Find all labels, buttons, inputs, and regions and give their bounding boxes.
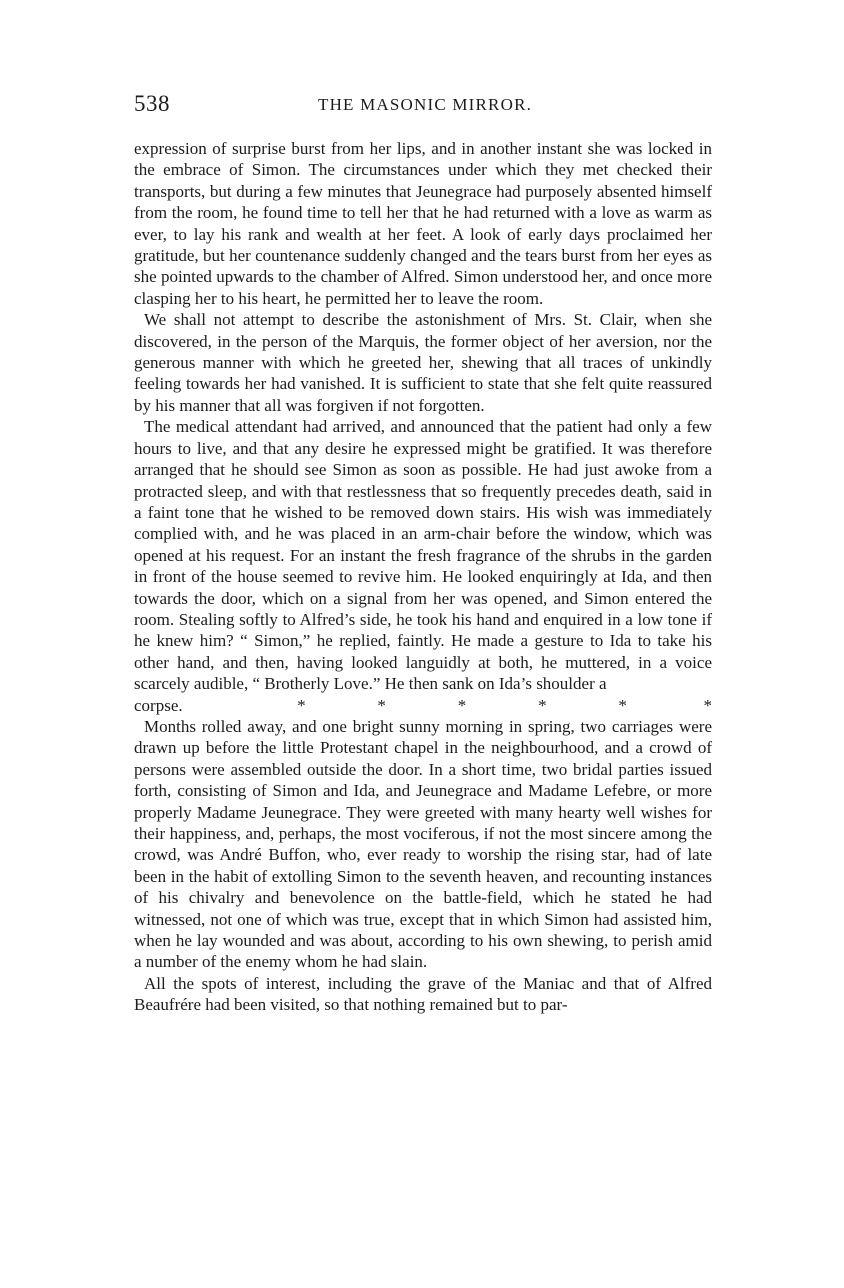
paragraph-medical-attendant: The medical attendant had arrived, and announced that the patient had only a few hours to live, and that any desire he expressed might be gratified. It was therefore arranged that he should see Simon as soon as possible. He had just awoke from a protracted sleep, and with that restlessness that so frequently precedes death, said in a faint tone that he wished to be removed down stairs. His wish was immediately complied with, and he was placed in an arm-chair before the window, which was opened at his request. For an instant the fresh fragrance of the shrubs in the garden in front of the house seemed to revive him. He looked enquiringly at Ida, and then towards the door, which on a signal from her was opened, and Simon entered the room. Stealing softly to Alfred’s side, he took his hand and enquired in a low tone if he knew him? “ Simon,” he replied, faintly. He made a gesture to Ida to take his other hand, and then, having looked languidly at both, he muttered, in a voice scarcely audible, “ Brotherly Love.” He then sank on Ida’s shoulder a bbox=[134, 417, 712, 694]
asterism: * bbox=[457, 695, 467, 715]
paragraph-mrs-st-clair: We shall not attempt to describe the astonishment of Mrs. St. Clair, when she discovered, in the person of the Marquis, the former object of her aversion, nor the generous manner with which he greeted her, shewing that all traces of unkindly feeling towards her had vanished. It is sufficient to state that she felt quite reassured by his manner that all was forgiven if not forgotten. bbox=[134, 310, 712, 415]
paragraph-spots-of-interest: All the spots of interest, including the grave of the Maniac and that of Alfred Beaufrére had been visited, so that nothing remained but to par- bbox=[134, 973, 712, 1015]
asterism: * bbox=[297, 695, 306, 715]
section-break-line bbox=[134, 695, 712, 716]
paragraph-months-rolled-away: Months rolled away, and one bright sunny morning in spring, two carriages were drawn up before the little Protestant chapel in the neighbourhood, and a crowd of persons were assembled outside the door. In a short time, two bridal parties issued forth, consisting of Simon and Ida, and Jeunegrace and Madame Lefebre, or more properly Madame Jeunegrace. They were greeted with many hearty well wishes for their happiness, and, perhaps, the most vociferous, if not the most sincere among the crowd, was André Buffon, who, ever ready to worship the rising star, had of late been in the habit of extolling Simon to the seventh heaven, and recounting instances of his chivalry and benevolence on the battle-field, which he stated he had witnessed, not one of which was true, except that in which Simon had assisted him, when he lay wounded and was about, according to his own shewing, to perish amid a number of the enemy whom he had slain. bbox=[134, 716, 712, 972]
asterism: * bbox=[377, 695, 386, 715]
page-number: 538 bbox=[134, 91, 170, 116]
asterism: * bbox=[618, 695, 627, 715]
section-break-word: corpse. bbox=[134, 695, 183, 715]
journal-title: THE MASONIC MIRROR. bbox=[318, 95, 533, 114]
asterism: * bbox=[703, 695, 712, 715]
asterism: * bbox=[538, 695, 547, 715]
paragraph-continued: expression of surprise burst from her lips, and in another instant she was locked in the embrace of Simon. The circumstances under which they met checked their transports, but during a few minutes that Jeunegrace had purposely absented himself from the room, he found time to tell her that he had returned with a love as warm as ever, to lay his rank and wealth at her feet. A look of early days proclaimed her gratitude, but her countenance suddenly changed and the tears burst from her eyes as she pointed upwards to the chamber of Alfred. Simon understood her, and once more clasping her to his heart, he permitted her to leave the room. bbox=[134, 139, 712, 308]
body-text bbox=[134, 138, 712, 1016]
running-head bbox=[134, 91, 712, 123]
